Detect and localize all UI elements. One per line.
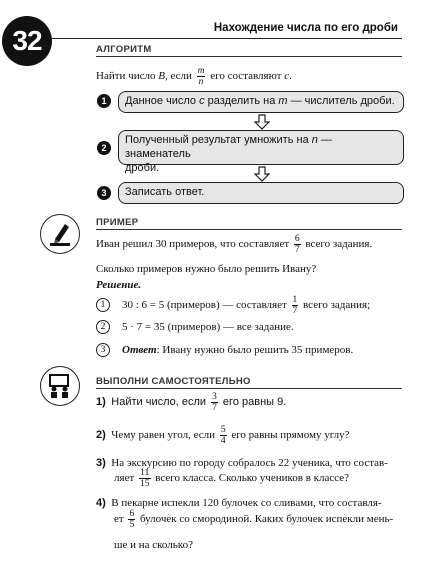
fraction-1-7: $\frac{1}{7}$ <box>292 294 298 316</box>
header-divider <box>52 38 402 39</box>
solution-step-1: 1 30 : 6 = 5 (примеров) — составляет $\frac{1}{7}$ всего задания; <box>96 293 370 317</box>
step-2-box: Полученный результат умножить на n — знаменатель дроби. <box>118 130 404 165</box>
practice-divider <box>96 388 402 389</box>
fraction-6-5: $\frac{6}{5}$ <box>129 508 135 530</box>
task-3-line-2: ляет $\frac{11}{15}$ всего класса. Сколько учеников в классе? <box>114 467 350 489</box>
example-problem-line: Иван решил 30 примеров, что составляет $\frac{6}{7}$ всего задания. <box>96 233 373 255</box>
arrow-down-icon <box>254 166 270 182</box>
fraction-m-n: $\frac{m}{n}$ <box>197 65 205 87</box>
step-1-box: Данное число c разделить на m — числитель дроби. <box>118 91 404 113</box>
algorithm-divider <box>96 56 402 57</box>
fraction-5-4: $\frac{5}{4}$ <box>220 424 226 446</box>
step-3-marker: 3 <box>97 186 111 200</box>
lesson-number-badge: 32 <box>2 16 52 66</box>
example-heading: ПРИМЕР <box>96 217 139 228</box>
task-4-line-1: 4) В пекарне испекли 120 булочек со сливами, что составля- <box>96 497 382 509</box>
task-3-line-1: 3) На экскурсию по городу собралось 22 ученика, что состав- <box>96 457 388 469</box>
task-2: 2) Чему равен угол, если $\frac{5}{4}$ его равны прямому углу? <box>96 424 350 446</box>
example-question: Сколько примеров нужно было решить Ивану? <box>96 263 317 275</box>
pencil-icon <box>40 214 80 254</box>
example-divider <box>96 229 402 230</box>
algorithm-heading: АЛГОРИТМ <box>96 44 152 55</box>
task-1: 1) Найти число, если $\frac{3}{7}$ его равны 9. <box>96 391 287 413</box>
fraction-6-7: $\frac{6}{7}$ <box>294 233 300 255</box>
step-3-box: Записать ответ. <box>118 182 404 204</box>
task-4-line-2: ет $\frac{6}{5}$ булочек со смородиной. Каких булочек испекли мень- <box>114 508 394 530</box>
step-2-marker: 2 <box>97 141 111 155</box>
fraction-11-15: $\frac{11}{15}$ <box>140 467 150 489</box>
arrow-down-icon <box>254 114 270 130</box>
fraction-3-7: $\frac{3}{7}$ <box>212 391 217 413</box>
step-1-marker: 1 <box>97 94 111 108</box>
practice-heading: ВЫПОЛНИ САМОСТОЯТЕЛЬНО <box>96 376 251 387</box>
student-at-desk-icon <box>40 366 80 406</box>
task-4-line-3: ше и на сколько? <box>114 539 193 551</box>
solution-label: Решение. <box>96 279 142 291</box>
solution-step-2: 2 5 · 7 = 35 (примеров) — все задание. <box>96 320 294 334</box>
solution-step-3: 3 Ответ: Ивану нужно было решить 35 примеров. <box>96 343 353 357</box>
topic-title: Нахождение числа по его дроби <box>213 22 398 34</box>
algorithm-intro: Найти число B, если $\frac{m}{n}$ его составляют c. <box>96 65 292 87</box>
